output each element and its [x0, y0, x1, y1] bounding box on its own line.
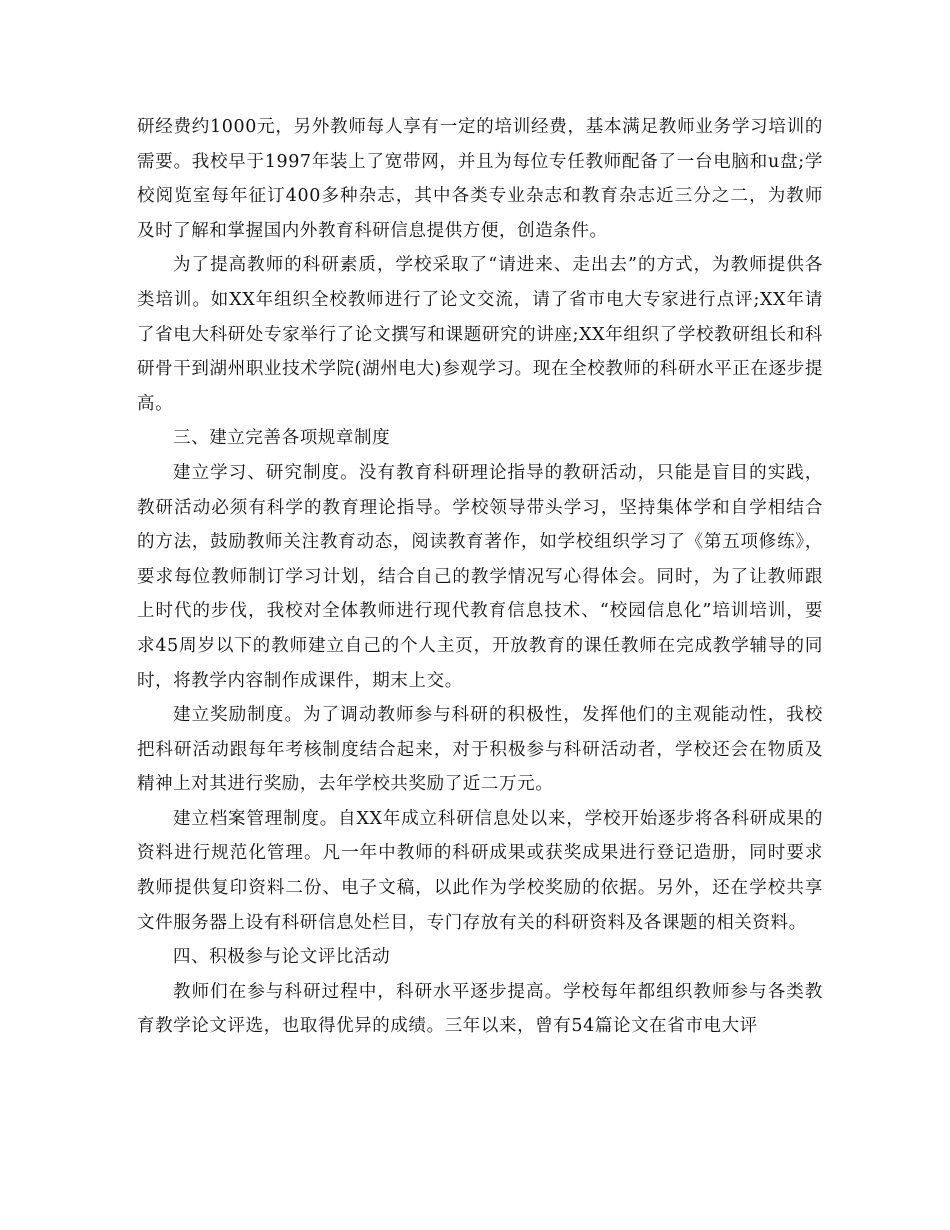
paragraph-3: 建立学习、研究制度。没有教育科研理论指导的教研活动，只能是盲目的实践，教研活动必须有科学的教育理论指导。学校领导带头学习，坚持集体学和自学相结合的方法，鼓励教师关注教育动态，阅读教育著作，如学校组织学习了《第五项修练》，要求每位教师制订学习计划，结合自己的教学情况写心得体会。同时，为了让教师跟上时代的步伐，我校对全体教师进行现代教育信息技术、“校园信息化”培训培训，要求45周岁以下的教师建立自己的个人主页，开放教育的课任教师在完成教学辅导的同时，将教学内容制作成课件，期末上交。	[137, 462, 823, 691]
paragraph-2: 为了提高教师的科研素质，学校采取了“请进来、走出去”的方式，为教师提供各类培训。如XX年组织全校教师进行了论文交流，请了省市电大专家进行点评;XX年请了省电大科研处专家举行了论文撰写和课题研究的讲座;XX年组织了学校教研组长和科研骨干到湖州职业技术学院(湖州电大)参观学习。现在全校教师的科研水平正在逐步提高。	[137, 255, 823, 414]
paragraph-4: 建立奖励制度。为了调动教师参与科研的积极性，发挥他们的主观能动性，我校把科研活动跟每年考核制度结合起来，对于积极参与科研活动者，学校还会在物质及精神上对其进行奖励，去年学校共奖励了近二万元。	[137, 705, 823, 795]
paragraph-1: 研经费约1000元，另外教师每人享有一定的培训经费，基本满足教师业务学习培训的需要。我校早于1997年装上了宽带网，并且为每位专任教师配备了一台电脑和u盘;学校阅览室每年征订400多种杂志，其中各类专业杂志和教育杂志近三分之二，为教师及时了解和掌握国内外教育科研信息提供方便，创造条件。	[137, 117, 823, 241]
section-heading-3: 三、建立完善各项规章制度	[173, 428, 391, 449]
document-body	[137, 110, 823, 1044]
section-heading-4: 四、积极参与论文评比活动	[173, 947, 391, 968]
paragraph-5: 建立档案管理制度。自XX年成立科研信息处以来，学校开始逐步将各科研成果的资料进行规范化管理。凡一年中教师的科研成果或获奖成果进行登记造册，同时要求教师提供复印资料二份、电子文稿，以此作为学校奖励的依据。另外，还在学校共享文件服务器上设有科研信息处栏目，专门存放有关的科研资料及各课题的相关资料。	[137, 808, 823, 933]
paragraph-6: 教师们在参与科研过程中，科研水平逐步提高。学校每年都组织教师参与各类教育教学论文评选，也取得优异的成绩。三年以来，曾有54篇论文在省市电大评	[137, 981, 823, 1037]
